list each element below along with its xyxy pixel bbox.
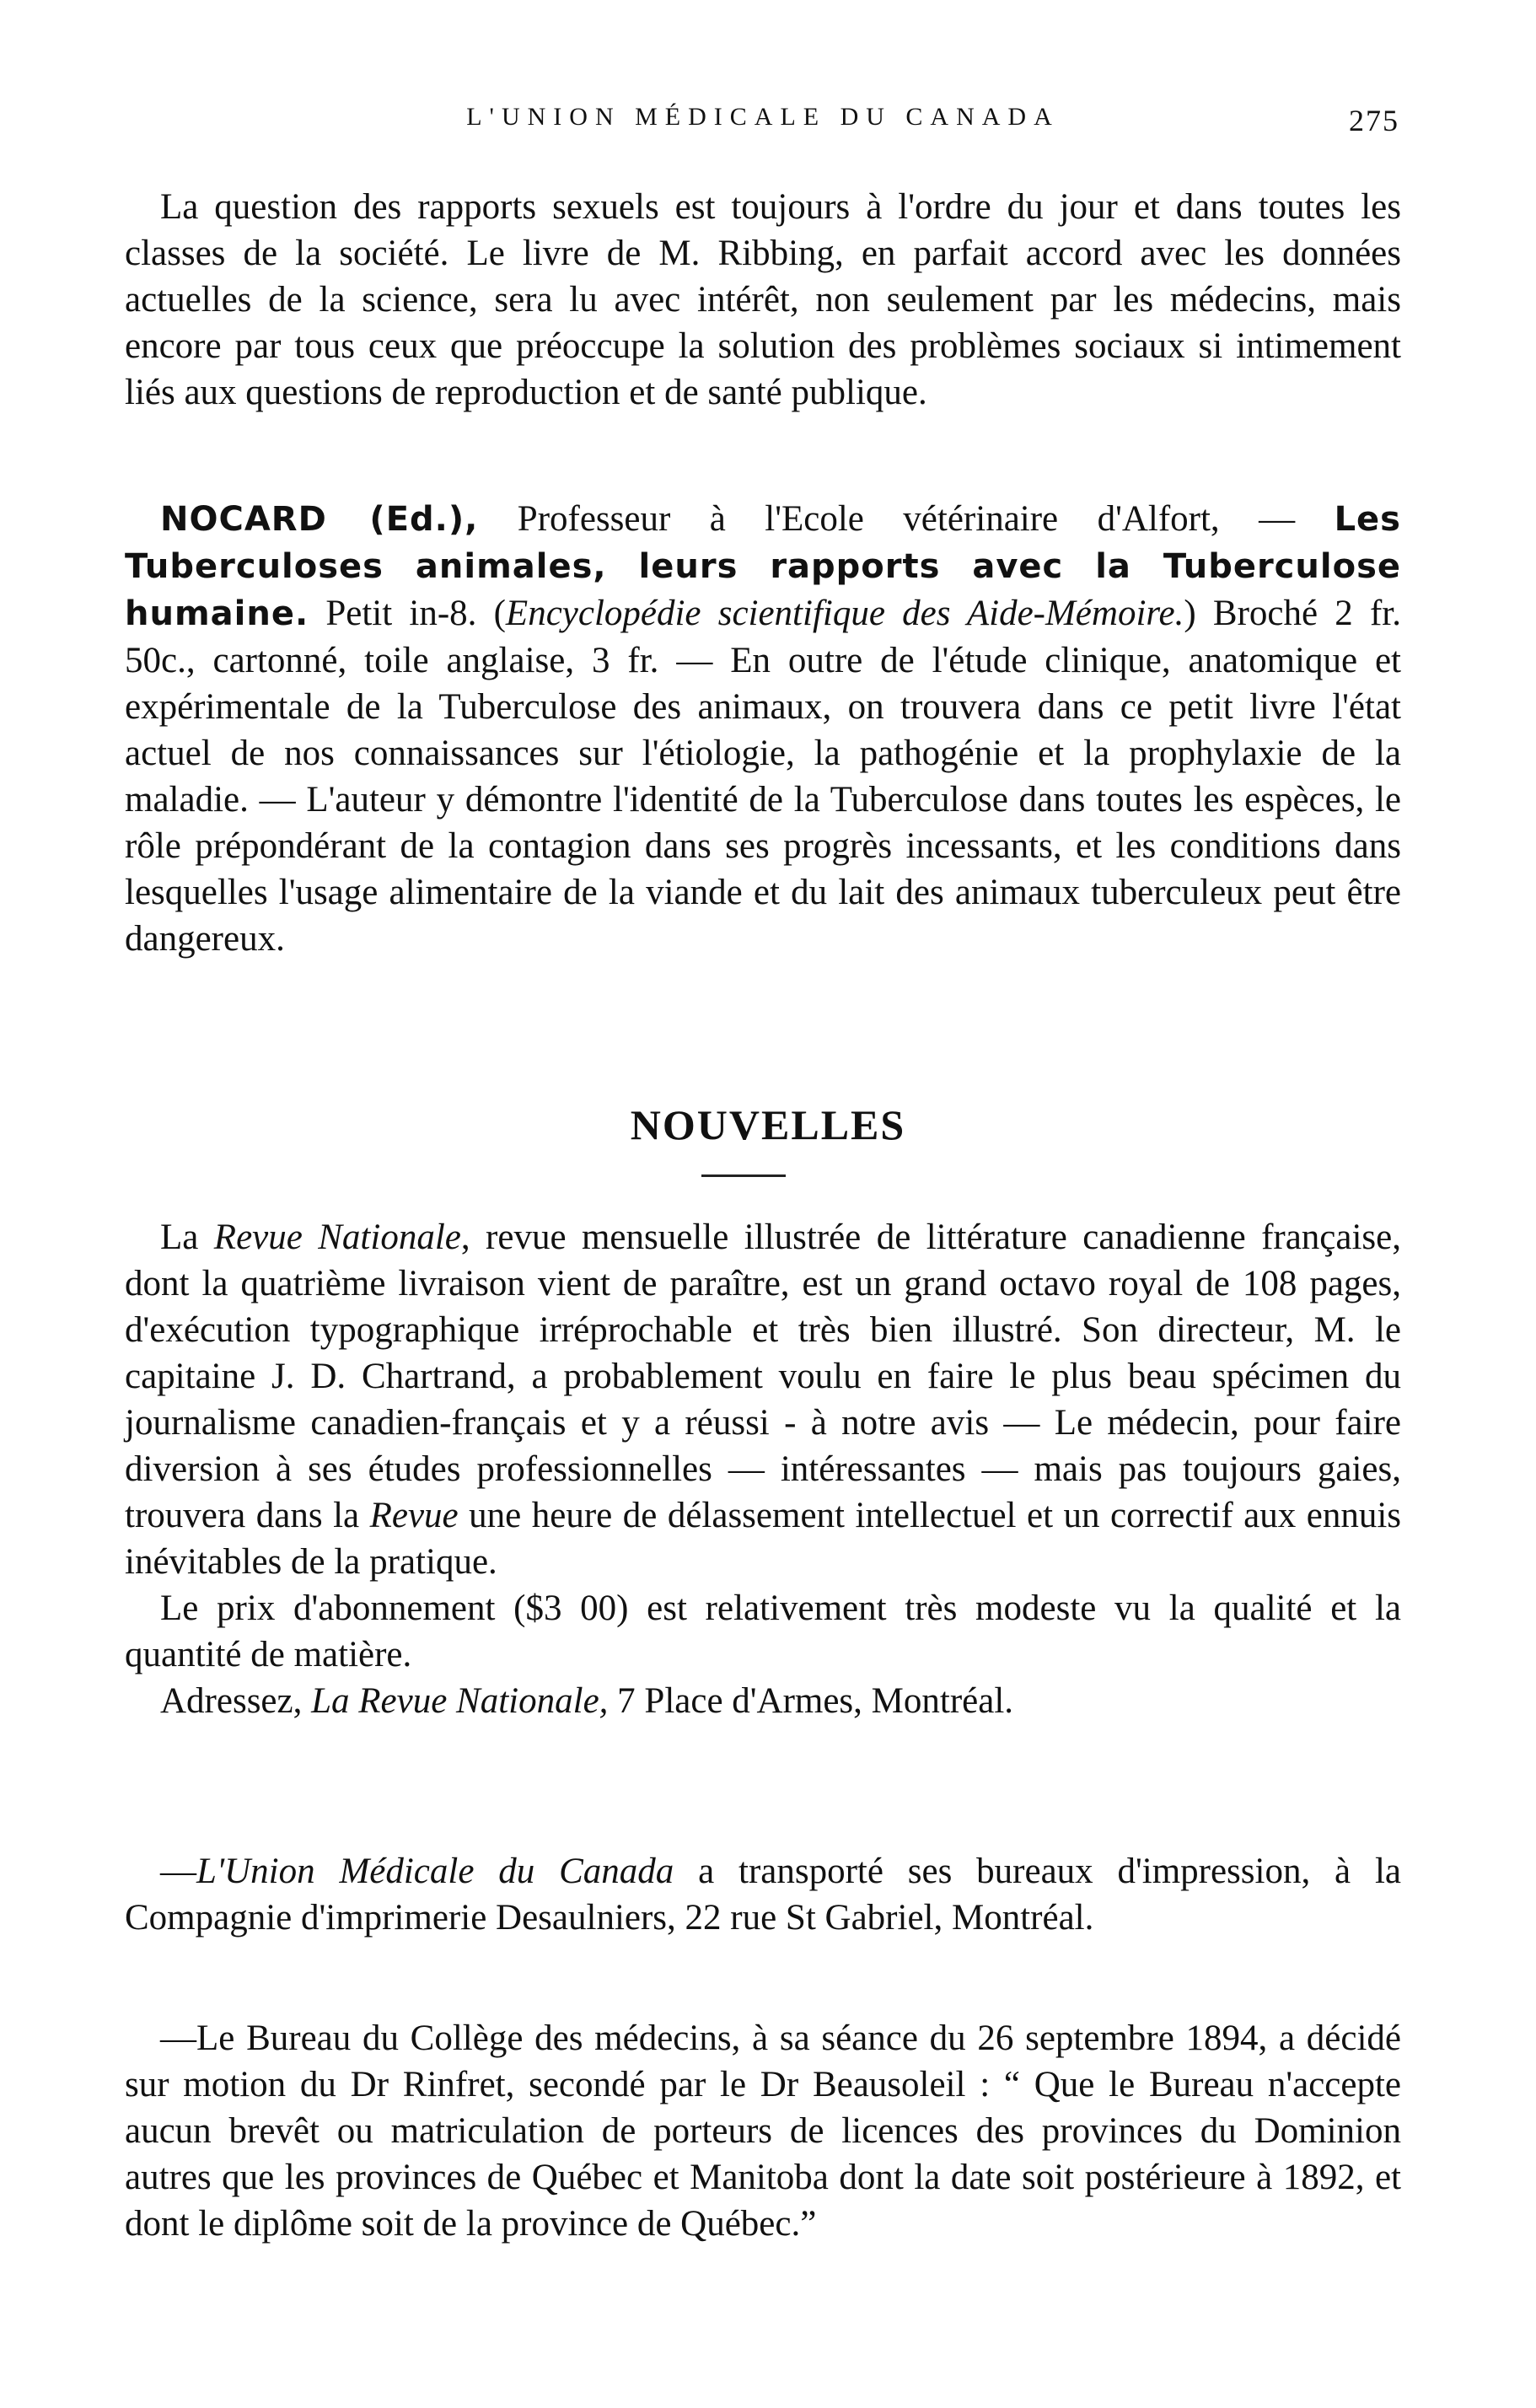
news-college [125,2015,1401,2247]
news-revue-paragraph-3 [125,1678,1401,1724]
review-ribbing [125,184,1401,416]
review-nocard-author: NOCARD (Ed.), [160,500,479,539]
review-nocard-format: Petit in-8. ( [309,594,506,633]
news-union-dash: — [160,1852,196,1891]
news-revue-title-2: Revue [369,1496,459,1535]
news-revue-nationale [125,1214,1401,1724]
running-head: L'UNION MÉDICALE DU CANADA [466,103,1060,131]
section-title: NOUVELLES [630,1101,906,1148]
news-revue-paragraph-2: Le prix d'abonnement ($3 00) est relativement très modeste vu la qualité et la quantité de matière. [125,1588,1401,1674]
review-nocard-paragraph [125,496,1401,962]
news-revue-text-b: , revue mensuelle illustrée de littérature canadienne française, dont la quatrième livraison vient de paraître, est un grand octavo royal de 108 pages, d'exécution typographique irréprochable et très bien illustré. Son directeur, M. le capitaine J. D. Chartrand, a probablement voulu en faire le plus beau spécimen du journalisme canadien-français et y a réussi - à notre avis — Le médecin, pour faire diversion à ses études professionnelles — intéressantes — mais pas toujours gaies, trouvera dans la [125,1217,1401,1535]
page-number: 275 [1349,104,1399,137]
review-nocard-book-title: Les Tuberculoses animales, leurs rapports avec la Tuberculose humaine. [125,500,1401,633]
news-college-paragraph: —Le Bureau du Collège des médecins, à sa séance du 26 septembre 1894, a décidé sur motion du Dr Rinfret, secondé par le Dr Beausoleil : “ Que le Bureau n'accepte aucun brevêt ou matriculation de porteurs de licences des provinces du Dominion autres que les provinces de Québec et Manitoba dont la date soit postérieure à 1892, et dont le diplôme soit de la province de Québec.” [125,2018,1401,2244]
news-union-medicale [125,1848,1401,1941]
news-revue-paragraph-1 [125,1214,1401,1585]
news-revue-address: 7 Place d'Armes, Montréal. [608,1681,1014,1721]
news-union-paragraph [125,1848,1401,1941]
review-nocard-affiliation: Professeur à l'Ecole vétérinaire d'Alfort, — [478,499,1335,539]
news-revue-text-a: La [160,1217,214,1257]
review-nocard-body: ) Broché 2 fr. 50c., cartonné, toile anglaise, 3 fr. — En outre de l'étude clinique, anatomique et expérimentale de la Tuberculose des animaux, on trouvera dans ce petit livre l'état actuel de nos connaissances sur l'étiologie, la pathogénie et la prophylaxie de la maladie. — L'auteur y démontre l'identité de la Tuberculose dans toutes les espèces, le rôle prépondérant de la contagion dans ses progrès incessants, et les conditions dans lesquelles l'usage alimentaire de la viande et du lait des animaux tuberculeux peut être dangereux. [125,594,1401,959]
news-union-text: a transporté ses bureaux d'impression, à la Compagnie d'imprimerie Desaulniers, 22 rue St Gabriel, Montréal. [125,1852,1401,1938]
news-revue-address-title: La Revue Nationale, [311,1681,609,1721]
review-nocard [125,496,1401,962]
page-header [126,103,1399,145]
news-union-title: L'Union Médicale du Canada [196,1852,674,1891]
section-rule [701,1174,786,1177]
news-revue-title: Revue Nationale [213,1217,461,1257]
review-ribbing-paragraph: La question des rapports sexuels est toujours à l'ordre du jour et dans toutes les classes de la société. Le livre de M. Ribbing, en parfait accord avec les données actuelles de la science, sera lu avec intérêt, non seulement par les médecins, mais encore par tous ceux que préoccupe la solution des problèmes sociaux si intimement liés aux questions de reproduction et de santé publique. [125,187,1401,412]
news-revue-text-c: une heure de délassement intellectuel et un correctif aux ennuis inévitables de la pratique. [125,1496,1402,1582]
review-nocard-series: Encyclopédie scientifique des Aide-Mémoire. [505,594,1184,633]
news-revue-address-lead: Adressez, [160,1681,312,1721]
